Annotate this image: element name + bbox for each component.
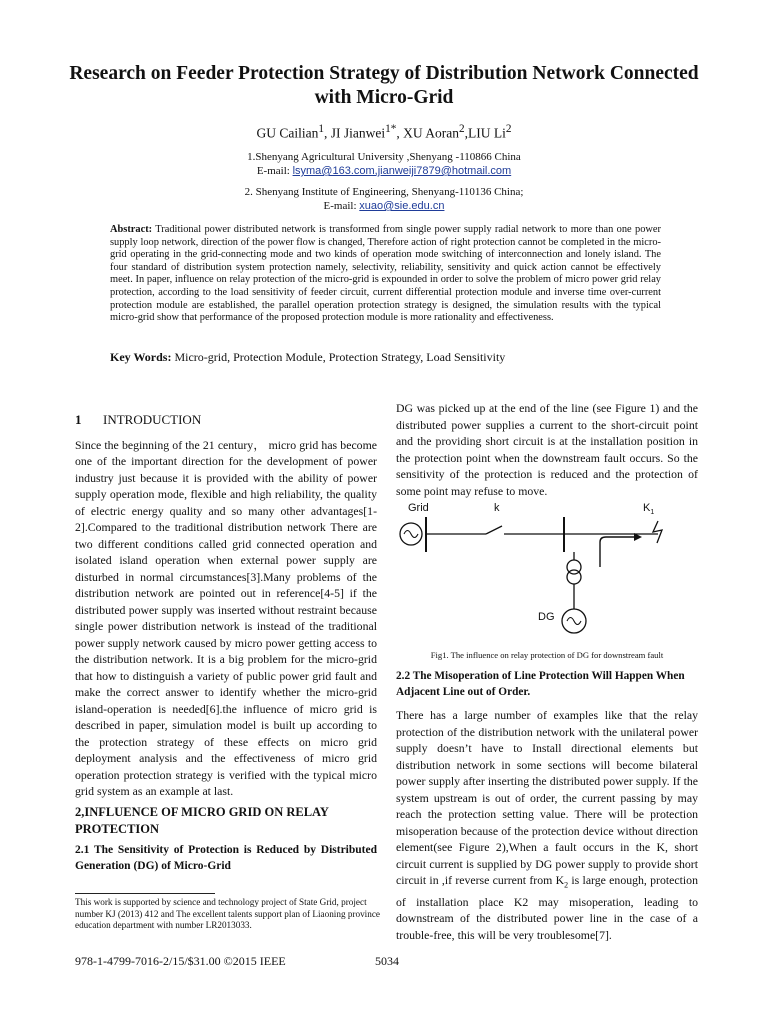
dg-source-wave: [567, 618, 581, 625]
author-3: , XU Aoran: [396, 125, 459, 141]
page-number: 5034: [375, 954, 399, 968]
right-column-top: [396, 400, 698, 499]
abstract-label: Abstract:: [110, 224, 153, 235]
isbn-copyright: 978-1-4799-7016-2/15/$31.00 ©2015 IEEE: [75, 954, 286, 968]
figure-label-k1-sub: 1: [650, 509, 655, 517]
section-2-heading: 2,INFLUENCE OF MICRO GRID ON RELAY PROTECTION: [75, 804, 329, 836]
affiliation-1-email-line: [60, 164, 708, 178]
author-2: , JI Jianwei: [324, 125, 386, 141]
fault-current-path: [600, 537, 634, 567]
affiliation-1-text: 1.Shenyang Agricultural University ,Shenyang -110866 China: [247, 151, 521, 163]
subsection-2-2-text-b: is large enough, protection of installation place K2 may misoperation, leading to downstream of the distributed power line in the case of a trouble-free, this will be very troublesome[7].: [396, 873, 698, 942]
subsection-2-1-heading: 2.1 The Sensitivity of Protection is Reduced by Distributed Generation (DG) of Micro-Grid: [75, 843, 377, 872]
author-line: [60, 123, 708, 142]
affiliation-2: [60, 185, 708, 213]
section-1-heading: [75, 412, 377, 429]
figure-label-k1: [643, 502, 654, 516]
email-link-1[interactable]: lsyma@163.com,jianweiji7879@hotmail.com: [292, 165, 512, 177]
subsection-2-1-body: DG was picked up at the end of the line (see Figure 1) and the distributed power supplies a current to the short-circuit point and the providing short circuit is at the installation position in the protection point when the downstream fault occurs. So the sensitivity of the protection is reduced and the protection of some point may refuse to move.: [396, 401, 698, 498]
subsection-2-2-subscript: 2: [564, 880, 569, 890]
email-label: E-mail:: [323, 200, 360, 212]
keywords: [110, 350, 670, 364]
author-4-affil: 2: [505, 123, 512, 135]
paper-title: Research on Feeder Protection Strategy of Distribution Network Connected with Micro-Grid: [69, 63, 699, 108]
keywords-text: Micro-grid, Protection Module, Protection Strategy, Load Sensitivity: [171, 350, 506, 364]
affiliation-2-email-line: [60, 199, 708, 213]
section-1-number: 1: [75, 412, 82, 427]
footnote-divider: [75, 893, 215, 894]
subsection-2-2-body: [396, 707, 698, 943]
figure-label-k: k: [494, 502, 500, 514]
abstract-text: Traditional power distributed network is transformed from single power supply radial network to more than one power supply loop network, direction of the power flow is changed, Therefore action of right protection cannot be completed in the micro-grid operating in the grid-connecting mode and two kinds of operation mode switching of interconnection and lonely island. The four standard of distribution system protection namely, selectivity, reliability, sensitivity and quick action cannot be effectively meet. In paper, influence on relay protection of the micro-grid is expounded in order to solve the problem of micro power grid relay protection, according to the load sensitivity of feeder circuit, current differential protection module and inverse time over-current protection module are established, the parallel operation protection strategy is designed, the simulation results with the typical micro-grid show that performance of the proposed protection module is more rationality and effectiveness.: [110, 224, 661, 324]
figure-1-caption: Fig1. The influence on relay protection of DG for downstream fault: [430, 650, 664, 660]
fault-symbol-k1: [653, 521, 662, 543]
funding-footnote: This work is supported by science and technology project of State Grid, project number KJ (2013) 412 and The excellent talents support plan of Liaoning province education department with number LR2013033.: [75, 897, 380, 930]
figure-1: [396, 497, 698, 647]
subsection-2-2-heading: 2.2 The Misoperation of Line Protection Will Happen When Adjacent Line out of Order.: [396, 670, 685, 698]
switch-k: [486, 526, 502, 534]
author-1-affil: 1: [318, 123, 324, 135]
affiliation-2-text: 2. Shenyang Institute of Engineering, Shenyang-110136 China;: [244, 186, 524, 198]
author-4: ,LIU Li: [464, 125, 506, 141]
author-1: GU Cailian: [256, 125, 319, 141]
section-1-body: Since the beginning of the 21 century， micro grid has become one of the important direction for the development of power industry just because it is provided with the ability of power supply operation mode, flexible and high reliability, the quality of electric energy quality and so many other advantages[1-2].Compared to the traditional distribution network There are two different conditions called grid connected operation and isolated island operation when external power supply are disturbed in normal circumstances[3].Many problems of the distribution network are pointed out in reference[4-5] if the distributed power supply was inserted without restraint because single power distribution network is instead of the traditional power supply network caused by micro power getting access to the distribution network. It is a big problem for the micro-grid that how to distinguish a variety of public power grid fault and make the correct answer to identify whether the micro-grid island-operation is needed[6].the influence of micro grid is described in paper, simulation model is built up according to the protection strategy of these effects on micro grid deployment analysis and the effectiveness of micro grid operation protection strategy is verified with the typical micro grid system as an example at last.: [75, 437, 377, 798]
figure-label-k1-main: K: [643, 502, 651, 514]
affiliation-1: [60, 150, 708, 178]
subsection-2-2-text-a: There has a large number of examples like that the relay protection of the distribution network with the unilateral power supply doesn’t have to Install directional elements but distribution network in some sections will become bilateral power supply after inserting the distributed power supply. If the system upstream is out of order, the current passing by may reach the protection setting value. There will be protection misoperation because of the protection device without direction element(see Figure 2),When a fault occurs in the K, short circuit current is supplied by DG power supply to provide short circuit in ,if reverse current from K: [396, 708, 698, 887]
email-link-2[interactable]: xuao@sie.edu.cn: [359, 200, 445, 212]
figure-label-dg: DG: [538, 611, 555, 623]
email-label: E-mail:: [256, 165, 293, 177]
keywords-label: Key Words:: [110, 350, 172, 364]
transformer-winding-2: [567, 570, 581, 584]
author-2-affil: 1*: [385, 123, 397, 135]
left-column: [75, 412, 377, 874]
abstract: [110, 224, 661, 325]
figure-1-diagram: [396, 497, 698, 647]
section-1-title: INTRODUCTION: [103, 412, 202, 427]
figure-label-grid: Grid: [408, 502, 429, 514]
grid-source-wave: [404, 531, 418, 538]
author-3-affil: 2: [459, 123, 465, 135]
